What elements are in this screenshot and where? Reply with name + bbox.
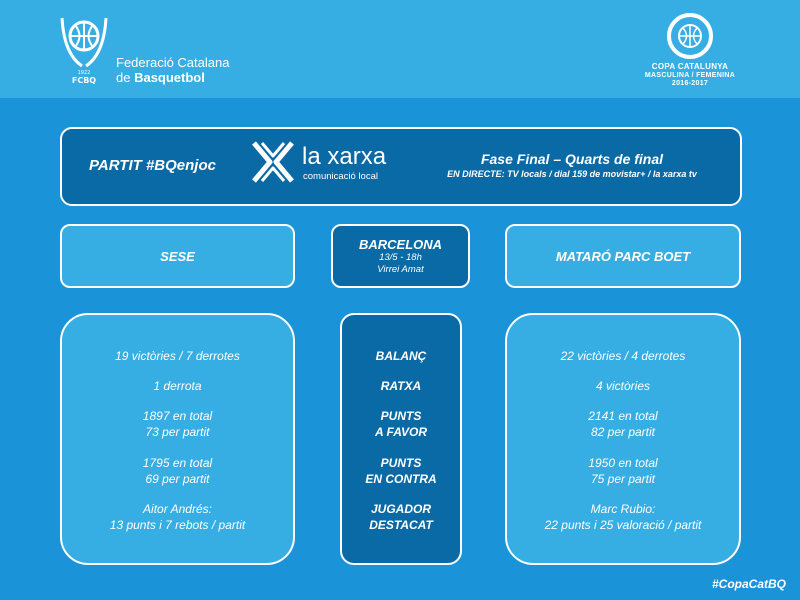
fcbq-logo-icon <box>56 14 112 86</box>
venue-box <box>331 224 470 288</box>
broadcaster-name: la xarxa <box>302 143 387 170</box>
stat-categories-panel <box>340 313 462 565</box>
home-team-name: SESE <box>160 248 195 264</box>
partit-title: PARTIT #BQenjoc <box>89 157 216 174</box>
broadcaster-tagline: comunicació local <box>303 171 378 182</box>
home-balance: 19 victòries / 7 derrotes <box>115 349 240 363</box>
home-stats-panel <box>60 313 295 565</box>
home-points-against-total: 1795 en total <box>142 456 213 470</box>
home-points-for-avg: 73 per partit <box>145 425 210 439</box>
category-streak: RATXA <box>380 379 422 393</box>
away-team-name: MATARÓ PARC BOET <box>555 248 691 264</box>
home-top-player: Aitor Andrés: <box>143 502 212 516</box>
la-xarxa-logo-icon <box>250 139 296 185</box>
away-team-box <box>505 224 741 288</box>
away-streak: 4 victòries <box>595 379 651 393</box>
home-points-for-total: 1897 en total <box>142 409 213 423</box>
copa-catalunya-logo-icon <box>666 12 714 60</box>
category-points-for-1: PUNTS <box>380 409 422 423</box>
cup-info <box>620 63 760 89</box>
category-balance: BALANÇ <box>375 349 427 363</box>
away-points-against-total: 1950 en total <box>588 456 658 470</box>
home-streak: 1 derrota <box>153 379 202 393</box>
match-date-time: 13/5 - 18h <box>379 251 422 263</box>
away-balance: 22 victòries / 4 derrotes <box>560 349 686 363</box>
category-points-against-1: PUNTS <box>380 456 422 470</box>
match-banner <box>60 127 742 206</box>
away-top-player-stats: 22 punts i 25 valoració / partit <box>544 518 702 532</box>
away-stats-panel <box>505 313 741 565</box>
away-points-for-avg: 82 per partit <box>590 425 656 439</box>
federation-line2-prefix: de <box>116 70 135 85</box>
category-player-2: DESTACAT <box>369 518 433 532</box>
away-top-player: Marc Rubio: <box>590 502 656 516</box>
phase-title: Fase Final – Quarts de final <box>480 151 664 167</box>
away-points-for-total: 2141 en total <box>588 409 658 423</box>
header-band <box>0 0 800 98</box>
venue-place: Virrei Amat <box>377 263 424 275</box>
federation-line1: Federació Catalana <box>116 55 230 70</box>
hashtag: #CopaCatBQ <box>711 577 786 591</box>
category-player-1: JUGADOR <box>370 502 431 516</box>
federation-line2 <box>116 70 229 85</box>
federation-line2-bold: Basquetbol <box>134 70 205 85</box>
home-team-box <box>60 224 295 288</box>
live-broadcast-info: EN DIRECTE: TV locals / dial 159 de movistar+ / la xarxa tv <box>447 169 697 179</box>
federation-name <box>116 55 229 85</box>
cup-category: MASCULINA / FEMENINA <box>644 71 736 79</box>
home-top-player-stats: 13 punts i 7 rebots / partit <box>109 518 246 532</box>
fcbq-badge-text: FCBQ <box>71 76 97 85</box>
venue-city: BARCELONA <box>358 236 443 252</box>
category-points-for-2: A FAVOR <box>374 425 427 439</box>
cup-title: COPA CATALUNYA <box>651 62 729 71</box>
away-points-against-avg: 75 per partit <box>590 472 656 486</box>
fcbq-badge-year: 1922 <box>77 70 91 76</box>
home-points-against-avg: 69 per partit <box>145 472 210 486</box>
cup-season: 2016-2017 <box>671 80 709 87</box>
category-points-against-2: EN CONTRA <box>365 472 437 486</box>
